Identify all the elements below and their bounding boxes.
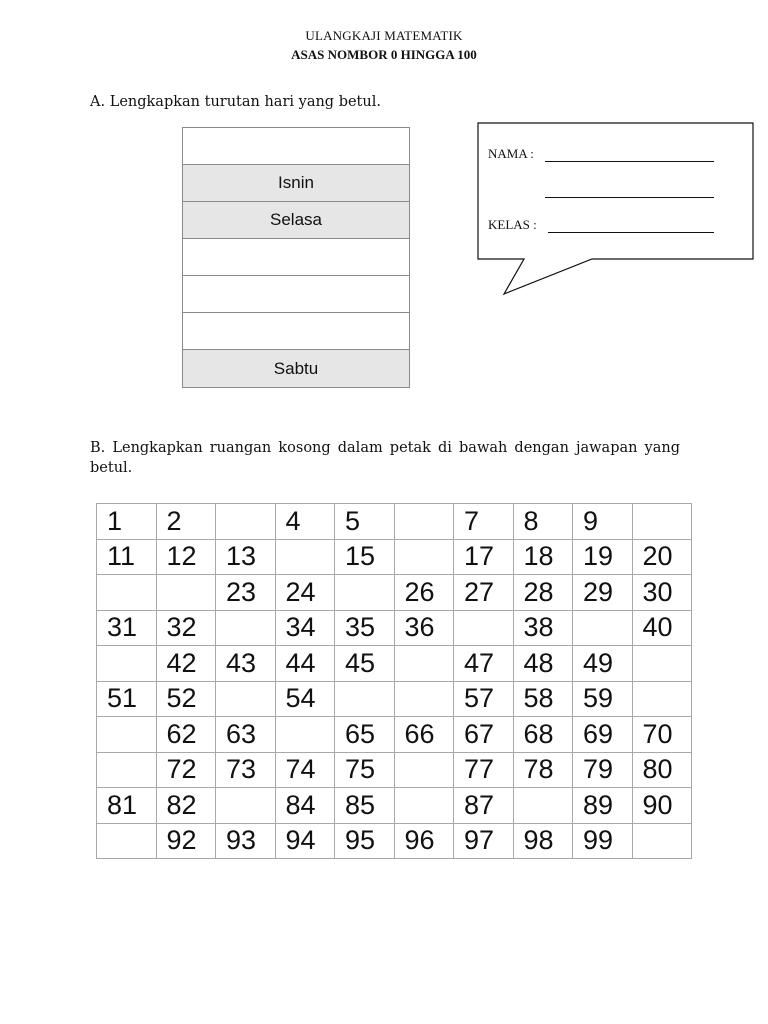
grid-number-cell: 9 — [573, 504, 633, 540]
grid-number-cell: 27 — [454, 575, 514, 611]
grid-blank-cell[interactable] — [632, 823, 692, 859]
grid-row — [97, 504, 692, 540]
grid-row — [97, 788, 692, 824]
grid-number-cell: 42 — [156, 646, 216, 682]
grid-number-cell: 43 — [216, 646, 276, 682]
grid-number-cell: 87 — [454, 788, 514, 824]
grid-blank-cell[interactable] — [632, 646, 692, 682]
grid-number-cell: 24 — [275, 575, 335, 611]
nama-label: NAMA : — [488, 146, 534, 161]
grid-number-cell: 18 — [513, 539, 573, 575]
grid-number-cell: 95 — [335, 823, 395, 859]
grid-row — [97, 646, 692, 682]
grid-number-cell: 7 — [454, 504, 514, 540]
grid-blank-cell[interactable] — [97, 752, 157, 788]
grid-number-cell: 48 — [513, 646, 573, 682]
day-cell-3: Selasa — [183, 202, 409, 239]
grid-row — [97, 610, 692, 646]
grid-number-cell: 31 — [97, 610, 157, 646]
grid-number-cell: 54 — [275, 681, 335, 717]
grid-number-cell: 40 — [632, 610, 692, 646]
grid-number-cell: 15 — [335, 539, 395, 575]
grid-number-cell: 51 — [97, 681, 157, 717]
grid-number-cell: 26 — [394, 575, 454, 611]
grid-number-cell: 30 — [632, 575, 692, 611]
question-a: A. Lengkapkan turutan hari yang betul. — [90, 94, 381, 110]
days-sequence-table — [182, 127, 410, 388]
grid-number-cell: 70 — [632, 717, 692, 753]
grid-number-cell: 62 — [156, 717, 216, 753]
grid-number-cell: 5 — [335, 504, 395, 540]
grid-row — [97, 752, 692, 788]
nama-answer-line-1[interactable] — [545, 161, 714, 162]
grid-row — [97, 681, 692, 717]
number-grid — [96, 503, 692, 859]
day-cell-2: Isnin — [183, 165, 409, 202]
grid-number-cell: 11 — [97, 539, 157, 575]
grid-blank-cell[interactable] — [513, 788, 573, 824]
grid-number-cell: 36 — [394, 610, 454, 646]
day-cell-6[interactable] — [183, 313, 409, 350]
grid-number-cell: 45 — [335, 646, 395, 682]
grid-number-cell: 17 — [454, 539, 514, 575]
grid-number-cell: 90 — [632, 788, 692, 824]
grid-number-cell: 68 — [513, 717, 573, 753]
grid-number-cell: 59 — [573, 681, 633, 717]
grid-blank-cell[interactable] — [394, 504, 454, 540]
grid-number-cell: 84 — [275, 788, 335, 824]
grid-number-cell: 2 — [156, 504, 216, 540]
grid-number-cell: 4 — [275, 504, 335, 540]
grid-number-cell: 35 — [335, 610, 395, 646]
grid-number-cell: 79 — [573, 752, 633, 788]
grid-blank-cell[interactable] — [275, 539, 335, 575]
grid-blank-cell[interactable] — [394, 681, 454, 717]
grid-number-cell: 44 — [275, 646, 335, 682]
day-cell-1[interactable] — [183, 128, 409, 165]
grid-blank-cell[interactable] — [97, 646, 157, 682]
grid-number-cell: 66 — [394, 717, 454, 753]
grid-blank-cell[interactable] — [275, 717, 335, 753]
grid-number-cell: 82 — [156, 788, 216, 824]
grid-number-cell: 65 — [335, 717, 395, 753]
grid-number-cell: 96 — [394, 823, 454, 859]
grid-number-cell: 23 — [216, 575, 276, 611]
grid-number-cell: 47 — [454, 646, 514, 682]
grid-blank-cell[interactable] — [97, 717, 157, 753]
grid-blank-cell[interactable] — [394, 646, 454, 682]
grid-number-cell: 8 — [513, 504, 573, 540]
grid-number-cell: 97 — [454, 823, 514, 859]
grid-blank-cell[interactable] — [632, 681, 692, 717]
grid-number-cell: 58 — [513, 681, 573, 717]
grid-blank-cell[interactable] — [216, 504, 276, 540]
grid-blank-cell[interactable] — [454, 610, 514, 646]
day-cell-4[interactable] — [183, 239, 409, 276]
grid-blank-cell[interactable] — [632, 504, 692, 540]
grid-number-cell: 29 — [573, 575, 633, 611]
grid-number-cell: 19 — [573, 539, 633, 575]
grid-number-cell: 75 — [335, 752, 395, 788]
grid-row — [97, 823, 692, 859]
grid-number-cell: 99 — [573, 823, 633, 859]
question-b: B. Lengkapkan ruangan kosong dalam petak di bawah dengan jawapan yang betul. — [90, 440, 680, 476]
grid-number-cell: 93 — [216, 823, 276, 859]
grid-number-cell: 92 — [156, 823, 216, 859]
grid-number-cell: 73 — [216, 752, 276, 788]
grid-number-cell: 72 — [156, 752, 216, 788]
kelas-label: KELAS : — [488, 217, 537, 232]
day-cell-7: Sabtu — [183, 350, 409, 387]
nama-answer-line-2[interactable] — [545, 197, 714, 198]
grid-number-cell: 78 — [513, 752, 573, 788]
kelas-answer-line[interactable] — [548, 232, 714, 233]
grid-blank-cell[interactable] — [394, 539, 454, 575]
grid-blank-cell[interactable] — [97, 823, 157, 859]
grid-number-cell: 89 — [573, 788, 633, 824]
grid-row — [97, 717, 692, 753]
grid-number-cell: 80 — [632, 752, 692, 788]
grid-number-cell: 77 — [454, 752, 514, 788]
grid-number-cell: 63 — [216, 717, 276, 753]
grid-number-cell: 52 — [156, 681, 216, 717]
grid-blank-cell[interactable] — [216, 681, 276, 717]
grid-number-cell: 81 — [97, 788, 157, 824]
grid-row — [97, 539, 692, 575]
grid-blank-cell[interactable] — [335, 575, 395, 611]
grid-number-cell: 94 — [275, 823, 335, 859]
grid-number-cell: 12 — [156, 539, 216, 575]
grid-blank-cell[interactable] — [394, 752, 454, 788]
grid-row — [97, 575, 692, 611]
grid-number-cell: 34 — [275, 610, 335, 646]
grid-blank-cell[interactable] — [335, 681, 395, 717]
grid-number-cell: 49 — [573, 646, 633, 682]
grid-blank-cell[interactable] — [216, 788, 276, 824]
grid-number-cell: 69 — [573, 717, 633, 753]
grid-blank-cell[interactable] — [394, 788, 454, 824]
worksheet-subtitle: ASAS NOMBOR 0 HINGGA 100 — [291, 47, 477, 62]
grid-number-cell: 67 — [454, 717, 514, 753]
day-cell-5[interactable] — [183, 276, 409, 313]
grid-number-cell: 57 — [454, 681, 514, 717]
grid-blank-cell[interactable] — [216, 610, 276, 646]
grid-number-cell: 32 — [156, 610, 216, 646]
grid-blank-cell[interactable] — [97, 575, 157, 611]
grid-blank-cell[interactable] — [573, 610, 633, 646]
grid-number-cell: 28 — [513, 575, 573, 611]
grid-number-cell: 13 — [216, 539, 276, 575]
worksheet-title: ULANGKAJI MATEMATIK — [305, 28, 463, 43]
grid-number-cell: 98 — [513, 823, 573, 859]
grid-number-cell: 38 — [513, 610, 573, 646]
grid-number-cell: 85 — [335, 788, 395, 824]
grid-number-cell: 74 — [275, 752, 335, 788]
grid-blank-cell[interactable] — [156, 575, 216, 611]
grid-number-cell: 20 — [632, 539, 692, 575]
grid-number-cell: 1 — [97, 504, 157, 540]
